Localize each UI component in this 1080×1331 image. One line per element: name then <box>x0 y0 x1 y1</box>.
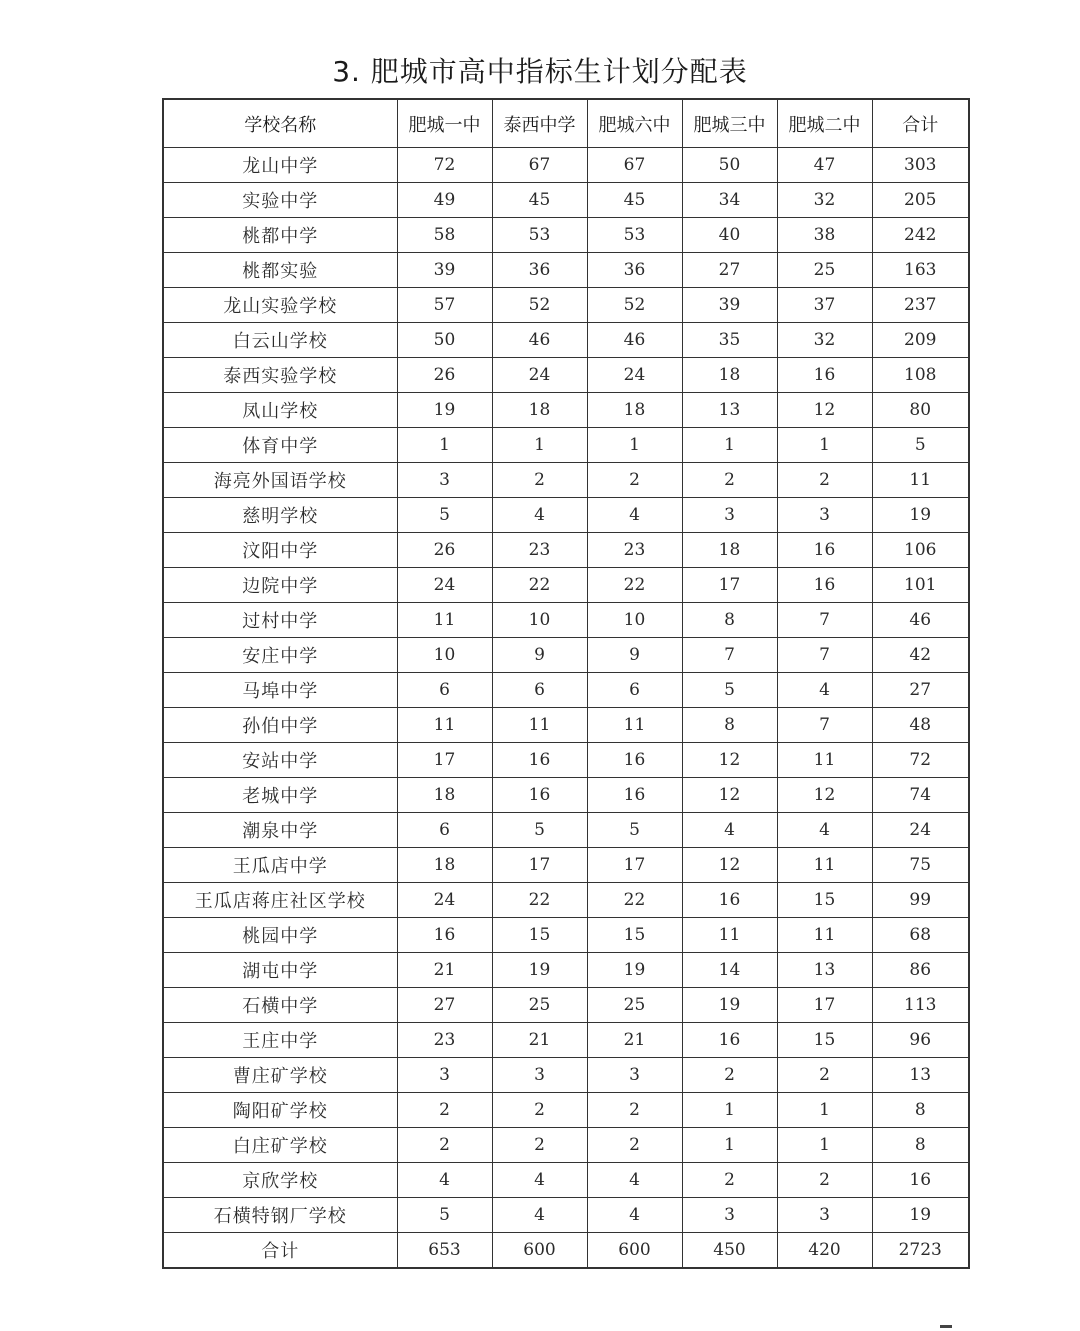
cell-feicheng-no3: 4 <box>682 813 777 848</box>
cell-school-name: 体育中学 <box>163 428 397 463</box>
cell-taixi: 4 <box>492 498 587 533</box>
cell-feicheng-no6: 4 <box>587 1198 682 1233</box>
cell-feicheng-no1: 18 <box>397 848 492 883</box>
cell-taixi: 19 <box>492 953 587 988</box>
cell-school-name: 安庄中学 <box>163 638 397 673</box>
table-header-row <box>163 99 969 148</box>
cell-feicheng-no1: 24 <box>397 568 492 603</box>
header-total: 合计 <box>872 99 969 148</box>
cell-total: 163 <box>872 253 969 288</box>
cell-feicheng-no2: 15 <box>777 883 872 918</box>
cell-feicheng-no3: 8 <box>682 708 777 743</box>
cell-feicheng-no3: 16 <box>682 883 777 918</box>
cell-taixi: 15 <box>492 918 587 953</box>
cell-school-name: 过村中学 <box>163 603 397 638</box>
cell-taixi: 4 <box>492 1163 587 1198</box>
cell-school-name: 合计 <box>163 1233 397 1269</box>
cell-feicheng-no2: 37 <box>777 288 872 323</box>
cell-total: 209 <box>872 323 969 358</box>
cell-school-name: 海亮外国语学校 <box>163 463 397 498</box>
cell-feicheng-no2: 25 <box>777 253 872 288</box>
cell-feicheng-no2: 16 <box>777 358 872 393</box>
cell-feicheng-no3: 3 <box>682 1198 777 1233</box>
cell-total: 8 <box>872 1093 969 1128</box>
cell-school-name: 陶阳矿学校 <box>163 1093 397 1128</box>
cell-school-name: 边院中学 <box>163 568 397 603</box>
cell-feicheng-no1: 2 <box>397 1093 492 1128</box>
cell-feicheng-no3: 12 <box>682 743 777 778</box>
cell-feicheng-no3: 8 <box>682 603 777 638</box>
table-row <box>163 183 969 218</box>
cell-feicheng-no6: 22 <box>587 883 682 918</box>
cell-feicheng-no6: 21 <box>587 1023 682 1058</box>
cell-school-name: 老城中学 <box>163 778 397 813</box>
cell-feicheng-no6: 15 <box>587 918 682 953</box>
cell-feicheng-no6: 2 <box>587 1128 682 1163</box>
cell-feicheng-no3: 18 <box>682 533 777 568</box>
cell-feicheng-no6: 46 <box>587 323 682 358</box>
cell-feicheng-no2: 7 <box>777 708 872 743</box>
cell-feicheng-no1: 3 <box>397 463 492 498</box>
cell-school-name: 曹庄矿学校 <box>163 1058 397 1093</box>
cell-school-name: 白云山学校 <box>163 323 397 358</box>
cell-feicheng-no3: 1 <box>682 1093 777 1128</box>
cell-feicheng-no1: 27 <box>397 988 492 1023</box>
cell-total: 113 <box>872 988 969 1023</box>
cell-school-name: 湖屯中学 <box>163 953 397 988</box>
cell-taixi: 3 <box>492 1058 587 1093</box>
table-row <box>163 743 969 778</box>
table-total-row <box>163 1233 969 1269</box>
cell-feicheng-no2: 2 <box>777 463 872 498</box>
cell-taixi: 9 <box>492 638 587 673</box>
table-row <box>163 638 969 673</box>
cell-taixi: 23 <box>492 533 587 568</box>
cell-feicheng-no3: 18 <box>682 358 777 393</box>
cell-school-name: 泰西实验学校 <box>163 358 397 393</box>
table-row <box>163 848 969 883</box>
cell-school-name: 石横中学 <box>163 988 397 1023</box>
cell-feicheng-no2: 11 <box>777 743 872 778</box>
cell-feicheng-no3: 13 <box>682 393 777 428</box>
cell-taixi: 5 <box>492 813 587 848</box>
cell-feicheng-no1: 11 <box>397 708 492 743</box>
cell-school-name: 王庄中学 <box>163 1023 397 1058</box>
cell-feicheng-no6: 10 <box>587 603 682 638</box>
cell-feicheng-no6: 4 <box>587 1163 682 1198</box>
cell-feicheng-no1: 50 <box>397 323 492 358</box>
cell-feicheng-no1: 23 <box>397 1023 492 1058</box>
cell-taixi: 1 <box>492 428 587 463</box>
cell-feicheng-no2: 12 <box>777 393 872 428</box>
cell-feicheng-no3: 5 <box>682 673 777 708</box>
cell-total: 72 <box>872 743 969 778</box>
table-row <box>163 953 969 988</box>
table-row <box>163 568 969 603</box>
cell-taixi: 16 <box>492 743 587 778</box>
table-row <box>163 148 969 183</box>
header-feicheng-no6: 肥城六中 <box>587 99 682 148</box>
cell-total: 86 <box>872 953 969 988</box>
cell-taixi: 46 <box>492 323 587 358</box>
table-row <box>163 288 969 323</box>
table-body <box>163 148 969 1269</box>
cell-taixi: 2 <box>492 463 587 498</box>
cell-school-name: 慈明学校 <box>163 498 397 533</box>
cell-taixi: 10 <box>492 603 587 638</box>
cell-feicheng-no2: 16 <box>777 533 872 568</box>
cell-feicheng-no2: 3 <box>777 1198 872 1233</box>
cell-feicheng-no3: 12 <box>682 848 777 883</box>
cell-total: 106 <box>872 533 969 568</box>
cell-total: 13 <box>872 1058 969 1093</box>
cell-feicheng-no3: 17 <box>682 568 777 603</box>
cell-school-name: 实验中学 <box>163 183 397 218</box>
page-title: 3. 肥城市高中指标生计划分配表 <box>332 55 748 88</box>
cell-total: 74 <box>872 778 969 813</box>
cell-school-name: 桃都实验 <box>163 253 397 288</box>
header-feicheng-no2: 肥城二中 <box>777 99 872 148</box>
cell-feicheng-no1: 49 <box>397 183 492 218</box>
cell-feicheng-no1: 6 <box>397 673 492 708</box>
cell-feicheng-no2: 13 <box>777 953 872 988</box>
cell-feicheng-no1: 1 <box>397 428 492 463</box>
table-row <box>163 988 969 1023</box>
cell-taixi: 22 <box>492 568 587 603</box>
cell-school-name: 龙山实验学校 <box>163 288 397 323</box>
cell-feicheng-no6: 4 <box>587 498 682 533</box>
cell-taixi: 16 <box>492 778 587 813</box>
cell-feicheng-no2: 38 <box>777 218 872 253</box>
cell-feicheng-no6: 16 <box>587 743 682 778</box>
cell-feicheng-no3: 16 <box>682 1023 777 1058</box>
cell-school-name: 马埠中学 <box>163 673 397 708</box>
cell-total: 11 <box>872 463 969 498</box>
cell-total: 205 <box>872 183 969 218</box>
cell-feicheng-no6: 16 <box>587 778 682 813</box>
cell-school-name: 白庄矿学校 <box>163 1128 397 1163</box>
cell-feicheng-no1: 39 <box>397 253 492 288</box>
table-row <box>163 463 969 498</box>
cell-feicheng-no3: 7 <box>682 638 777 673</box>
cell-feicheng-no6: 5 <box>587 813 682 848</box>
cell-total: 16 <box>872 1163 969 1198</box>
cell-total: 27 <box>872 673 969 708</box>
cell-school-name: 凤山学校 <box>163 393 397 428</box>
cell-total: 46 <box>872 603 969 638</box>
table-row <box>163 813 969 848</box>
table-row <box>163 323 969 358</box>
cell-taixi: 2 <box>492 1093 587 1128</box>
cell-feicheng-no2: 3 <box>777 498 872 533</box>
cell-feicheng-no6: 19 <box>587 953 682 988</box>
cell-feicheng-no3: 40 <box>682 218 777 253</box>
cell-school-name: 桃园中学 <box>163 918 397 953</box>
cell-feicheng-no1: 18 <box>397 778 492 813</box>
cell-feicheng-no1: 16 <box>397 918 492 953</box>
cell-feicheng-no2: 47 <box>777 148 872 183</box>
table-row <box>163 778 969 813</box>
cell-feicheng-no1: 26 <box>397 533 492 568</box>
table-row <box>163 1163 969 1198</box>
cell-feicheng-no6: 67 <box>587 148 682 183</box>
cell-feicheng-no3: 450 <box>682 1233 777 1269</box>
cell-total: 19 <box>872 498 969 533</box>
cell-total: 48 <box>872 708 969 743</box>
cell-feicheng-no1: 19 <box>397 393 492 428</box>
cell-school-name: 桃都中学 <box>163 218 397 253</box>
cell-feicheng-no6: 18 <box>587 393 682 428</box>
cell-feicheng-no3: 12 <box>682 778 777 813</box>
cell-feicheng-no2: 4 <box>777 813 872 848</box>
cell-total: 8 <box>872 1128 969 1163</box>
cell-feicheng-no3: 1 <box>682 428 777 463</box>
table-row <box>163 1093 969 1128</box>
table-row <box>163 1128 969 1163</box>
cell-total: 5 <box>872 428 969 463</box>
cell-taixi: 22 <box>492 883 587 918</box>
cell-total: 101 <box>872 568 969 603</box>
cell-feicheng-no1: 653 <box>397 1233 492 1269</box>
cell-feicheng-no6: 600 <box>587 1233 682 1269</box>
cell-feicheng-no1: 21 <box>397 953 492 988</box>
cell-taixi: 2 <box>492 1128 587 1163</box>
cell-school-name: 潮泉中学 <box>163 813 397 848</box>
cell-total: 242 <box>872 218 969 253</box>
header-feicheng-no1: 肥城一中 <box>397 99 492 148</box>
cell-feicheng-no3: 3 <box>682 498 777 533</box>
cell-feicheng-no3: 11 <box>682 918 777 953</box>
cell-feicheng-no3: 2 <box>682 1058 777 1093</box>
cell-total: 75 <box>872 848 969 883</box>
cell-total: 80 <box>872 393 969 428</box>
page-edge-mark <box>940 1325 952 1328</box>
cell-taixi: 21 <box>492 1023 587 1058</box>
table-row <box>163 918 969 953</box>
cell-total: 2723 <box>872 1233 969 1269</box>
cell-feicheng-no3: 27 <box>682 253 777 288</box>
cell-feicheng-no3: 2 <box>682 463 777 498</box>
cell-taixi: 25 <box>492 988 587 1023</box>
cell-taixi: 6 <box>492 673 587 708</box>
cell-feicheng-no6: 6 <box>587 673 682 708</box>
cell-school-name: 京欣学校 <box>163 1163 397 1198</box>
cell-feicheng-no2: 420 <box>777 1233 872 1269</box>
cell-feicheng-no2: 2 <box>777 1163 872 1198</box>
cell-feicheng-no6: 36 <box>587 253 682 288</box>
cell-feicheng-no6: 25 <box>587 988 682 1023</box>
cell-feicheng-no2: 7 <box>777 638 872 673</box>
cell-taixi: 24 <box>492 358 587 393</box>
cell-feicheng-no6: 53 <box>587 218 682 253</box>
cell-feicheng-no3: 19 <box>682 988 777 1023</box>
cell-feicheng-no2: 1 <box>777 1093 872 1128</box>
table-row <box>163 603 969 638</box>
cell-total: 108 <box>872 358 969 393</box>
cell-feicheng-no6: 2 <box>587 463 682 498</box>
cell-feicheng-no1: 26 <box>397 358 492 393</box>
cell-feicheng-no6: 52 <box>587 288 682 323</box>
cell-school-name: 安站中学 <box>163 743 397 778</box>
cell-total: 237 <box>872 288 969 323</box>
cell-feicheng-no1: 3 <box>397 1058 492 1093</box>
cell-feicheng-no6: 17 <box>587 848 682 883</box>
table-row <box>163 883 969 918</box>
cell-feicheng-no2: 17 <box>777 988 872 1023</box>
table-row <box>163 673 969 708</box>
table-row <box>163 358 969 393</box>
allocation-table <box>162 98 970 1269</box>
cell-feicheng-no3: 2 <box>682 1163 777 1198</box>
table-row <box>163 498 969 533</box>
header-school-name: 学校名称 <box>163 99 397 148</box>
cell-feicheng-no1: 10 <box>397 638 492 673</box>
table-row <box>163 1023 969 1058</box>
cell-feicheng-no6: 1 <box>587 428 682 463</box>
table-row <box>163 1058 969 1093</box>
table-row <box>163 428 969 463</box>
table-row <box>163 253 969 288</box>
cell-feicheng-no6: 11 <box>587 708 682 743</box>
cell-feicheng-no6: 23 <box>587 533 682 568</box>
cell-taixi: 17 <box>492 848 587 883</box>
cell-taixi: 18 <box>492 393 587 428</box>
cell-feicheng-no3: 50 <box>682 148 777 183</box>
table-row <box>163 393 969 428</box>
cell-feicheng-no3: 39 <box>682 288 777 323</box>
cell-feicheng-no6: 22 <box>587 568 682 603</box>
table-row <box>163 533 969 568</box>
cell-feicheng-no3: 34 <box>682 183 777 218</box>
cell-feicheng-no6: 45 <box>587 183 682 218</box>
cell-school-name: 石横特钢厂学校 <box>163 1198 397 1233</box>
cell-taixi: 52 <box>492 288 587 323</box>
cell-taixi: 11 <box>492 708 587 743</box>
cell-total: 24 <box>872 813 969 848</box>
table-row <box>163 218 969 253</box>
cell-school-name: 王瓜店蒋庄社区学校 <box>163 883 397 918</box>
cell-taixi: 67 <box>492 148 587 183</box>
cell-school-name: 汶阳中学 <box>163 533 397 568</box>
cell-feicheng-no2: 1 <box>777 1128 872 1163</box>
cell-feicheng-no2: 16 <box>777 568 872 603</box>
cell-feicheng-no3: 1 <box>682 1128 777 1163</box>
cell-feicheng-no6: 3 <box>587 1058 682 1093</box>
cell-feicheng-no2: 4 <box>777 673 872 708</box>
header-feicheng-no3: 肥城三中 <box>682 99 777 148</box>
cell-feicheng-no1: 6 <box>397 813 492 848</box>
cell-feicheng-no2: 15 <box>777 1023 872 1058</box>
table-row <box>163 708 969 743</box>
cell-feicheng-no6: 9 <box>587 638 682 673</box>
cell-feicheng-no2: 12 <box>777 778 872 813</box>
cell-total: 42 <box>872 638 969 673</box>
cell-total: 96 <box>872 1023 969 1058</box>
cell-feicheng-no2: 32 <box>777 323 872 358</box>
cell-total: 19 <box>872 1198 969 1233</box>
cell-total: 99 <box>872 883 969 918</box>
cell-taixi: 36 <box>492 253 587 288</box>
cell-taixi: 600 <box>492 1233 587 1269</box>
cell-feicheng-no2: 7 <box>777 603 872 638</box>
cell-total: 303 <box>872 148 969 183</box>
cell-school-name: 王瓜店中学 <box>163 848 397 883</box>
cell-total: 68 <box>872 918 969 953</box>
cell-feicheng-no6: 2 <box>587 1093 682 1128</box>
cell-taixi: 53 <box>492 218 587 253</box>
cell-feicheng-no1: 2 <box>397 1128 492 1163</box>
cell-feicheng-no1: 4 <box>397 1163 492 1198</box>
table-row <box>163 1198 969 1233</box>
cell-feicheng-no3: 35 <box>682 323 777 358</box>
cell-school-name: 孙伯中学 <box>163 708 397 743</box>
cell-feicheng-no6: 24 <box>587 358 682 393</box>
cell-feicheng-no3: 14 <box>682 953 777 988</box>
cell-feicheng-no1: 58 <box>397 218 492 253</box>
cell-feicheng-no2: 11 <box>777 848 872 883</box>
cell-feicheng-no2: 2 <box>777 1058 872 1093</box>
header-taixi: 泰西中学 <box>492 99 587 148</box>
cell-feicheng-no2: 11 <box>777 918 872 953</box>
cell-taixi: 45 <box>492 183 587 218</box>
cell-feicheng-no1: 72 <box>397 148 492 183</box>
cell-school-name: 龙山中学 <box>163 148 397 183</box>
cell-feicheng-no1: 11 <box>397 603 492 638</box>
cell-taixi: 4 <box>492 1198 587 1233</box>
cell-feicheng-no1: 5 <box>397 498 492 533</box>
cell-feicheng-no1: 57 <box>397 288 492 323</box>
cell-feicheng-no1: 17 <box>397 743 492 778</box>
cell-feicheng-no1: 5 <box>397 1198 492 1233</box>
cell-feicheng-no1: 24 <box>397 883 492 918</box>
cell-feicheng-no2: 32 <box>777 183 872 218</box>
cell-feicheng-no2: 1 <box>777 428 872 463</box>
